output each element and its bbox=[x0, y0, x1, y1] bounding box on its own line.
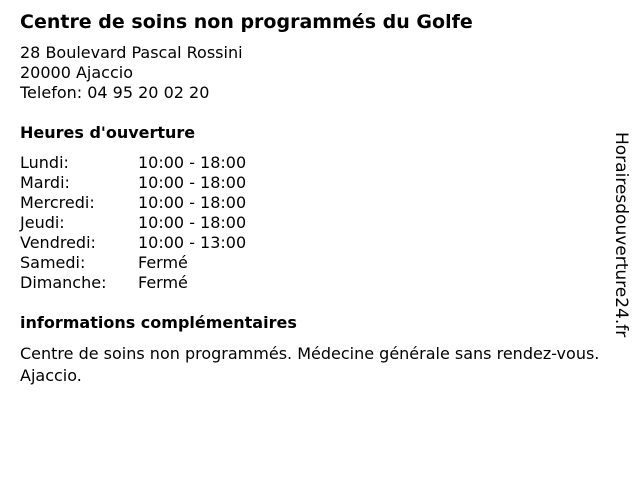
day-hours: 10:00 - 18:00 bbox=[138, 213, 247, 232]
hours-row bbox=[20, 253, 246, 273]
address-block bbox=[20, 43, 600, 103]
hours-row bbox=[20, 233, 246, 253]
day-hours: Fermé bbox=[138, 273, 188, 292]
day-hours: 10:00 - 18:00 bbox=[138, 153, 247, 172]
day-label: Lundi: bbox=[20, 153, 69, 172]
hours-row bbox=[20, 273, 246, 293]
hours-row bbox=[20, 213, 246, 233]
opening-hours-table bbox=[20, 153, 246, 293]
day-hours: 10:00 - 18:00 bbox=[138, 193, 247, 212]
site-watermark bbox=[606, 132, 636, 372]
opening-hours-heading: Heures d'ouverture bbox=[20, 123, 196, 142]
address-street: 28 Boulevard Pascal Rossini bbox=[20, 43, 243, 62]
additional-info-text: Centre de soins non programmés. Médecine générale sans rendez-vous. Ajaccio. bbox=[20, 344, 600, 385]
hours-row bbox=[20, 153, 246, 173]
additional-info-heading: informations complémentaires bbox=[20, 313, 297, 332]
watermark-text: Horairesdouverture24.fr bbox=[611, 132, 631, 338]
phone-number: Telefon: 04 95 20 02 20 bbox=[20, 83, 210, 102]
address-city: 20000 Ajaccio bbox=[20, 63, 134, 82]
day-label: Jeudi: bbox=[20, 213, 65, 232]
day-label: Mardi: bbox=[20, 173, 70, 192]
day-label: Mercredi: bbox=[20, 193, 95, 212]
hours-row bbox=[20, 193, 246, 213]
day-hours: Fermé bbox=[138, 253, 188, 272]
day-hours: 10:00 - 13:00 bbox=[138, 233, 247, 252]
day-label: Dimanche: bbox=[20, 273, 107, 292]
day-label: Vendredi: bbox=[20, 233, 96, 252]
hours-row bbox=[20, 173, 246, 193]
day-label: Samedi: bbox=[20, 253, 86, 272]
day-hours: 10:00 - 18:00 bbox=[138, 173, 247, 192]
page-title: Centre de soins non programmés du Golfe bbox=[20, 11, 473, 33]
business-card bbox=[20, 10, 600, 387]
